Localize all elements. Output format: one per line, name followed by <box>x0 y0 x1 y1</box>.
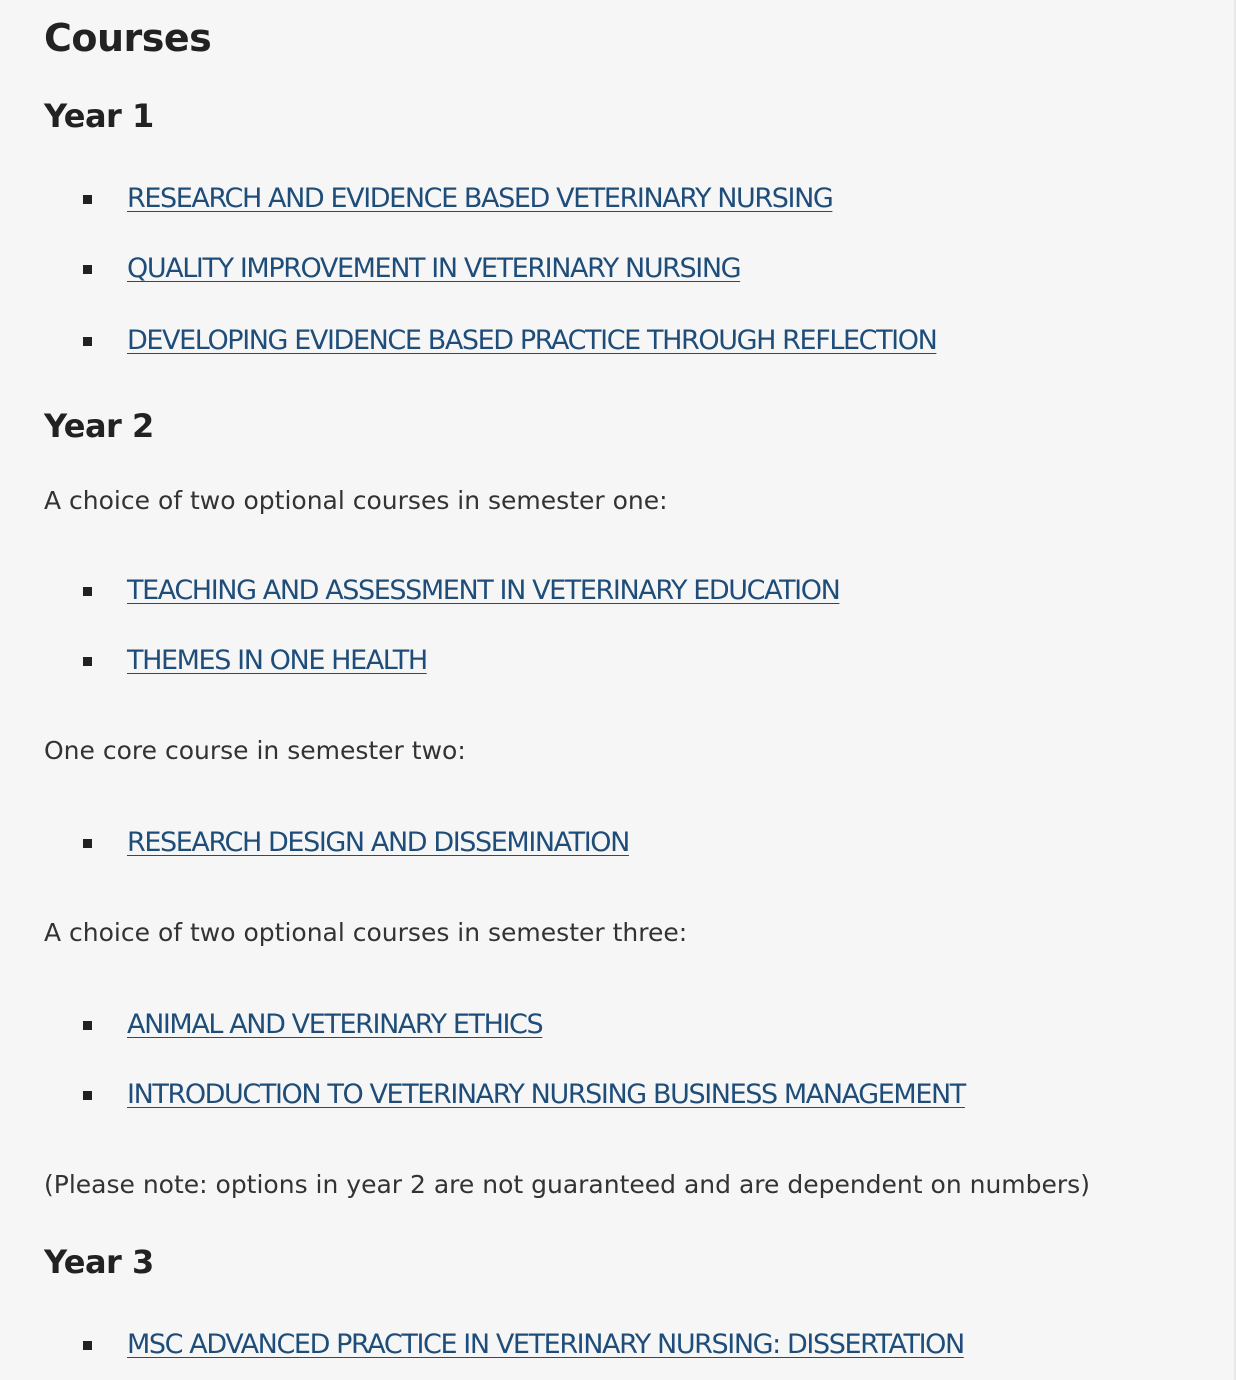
list-item <box>0 1075 1200 1115</box>
list-item <box>0 1005 1200 1045</box>
bullet-icon <box>83 337 92 346</box>
list-item <box>0 641 1200 681</box>
list-item <box>0 823 1200 863</box>
course-link-one-health[interactable]: THEMES IN ONE HEALTH <box>127 645 427 676</box>
course-link-quality-improvement[interactable]: QUALITY IMPROVEMENT IN VETERINARY NURSING <box>127 253 741 284</box>
bullet-icon <box>83 587 92 596</box>
bullet-icon <box>83 657 92 666</box>
year-2-note: (Please note: options in year 2 are not guaranteed and are dependent on numbers) <box>44 1170 1090 1199</box>
list-item <box>0 179 1200 219</box>
course-link-business-management[interactable]: INTRODUCTION TO VETERINARY NURSING BUSINESS MANAGEMENT <box>127 1079 965 1110</box>
bullet-icon <box>83 1091 92 1100</box>
bullet-icon <box>83 1021 92 1030</box>
page-title: Courses <box>44 16 212 60</box>
course-link-teaching-assessment[interactable]: TEACHING AND ASSESSMENT IN VETERINARY EDUCATION <box>127 575 840 606</box>
list-item <box>0 321 1200 361</box>
bullet-icon <box>83 1341 92 1350</box>
course-link-research-design[interactable]: RESEARCH DESIGN AND DISSEMINATION <box>127 827 629 858</box>
course-link-ethics[interactable]: ANIMAL AND VETERINARY ETHICS <box>127 1009 543 1040</box>
semester-one-intro: A choice of two optional courses in semester one: <box>44 486 668 515</box>
list-item <box>0 1325 1200 1365</box>
list-item <box>0 571 1200 611</box>
course-link-research-evidence[interactable]: RESEARCH AND EVIDENCE BASED VETERINARY NURSING <box>127 183 833 214</box>
bullet-icon <box>83 195 92 204</box>
year-2-heading: Year 2 <box>44 407 154 445</box>
bullet-icon <box>83 265 92 274</box>
course-link-dissertation[interactable]: MSC ADVANCED PRACTICE IN VETERINARY NURSING: DISSERTATION <box>127 1329 964 1360</box>
semester-two-intro: One core course in semester two: <box>44 736 466 765</box>
year-1-heading: Year 1 <box>44 97 154 135</box>
year-3-heading: Year 3 <box>44 1243 154 1281</box>
list-item <box>0 249 1200 289</box>
course-link-reflection[interactable]: DEVELOPING EVIDENCE BASED PRACTICE THROUGH REFLECTION <box>127 325 937 356</box>
semester-three-intro: A choice of two optional courses in semester three: <box>44 918 688 947</box>
bullet-icon <box>83 839 92 848</box>
